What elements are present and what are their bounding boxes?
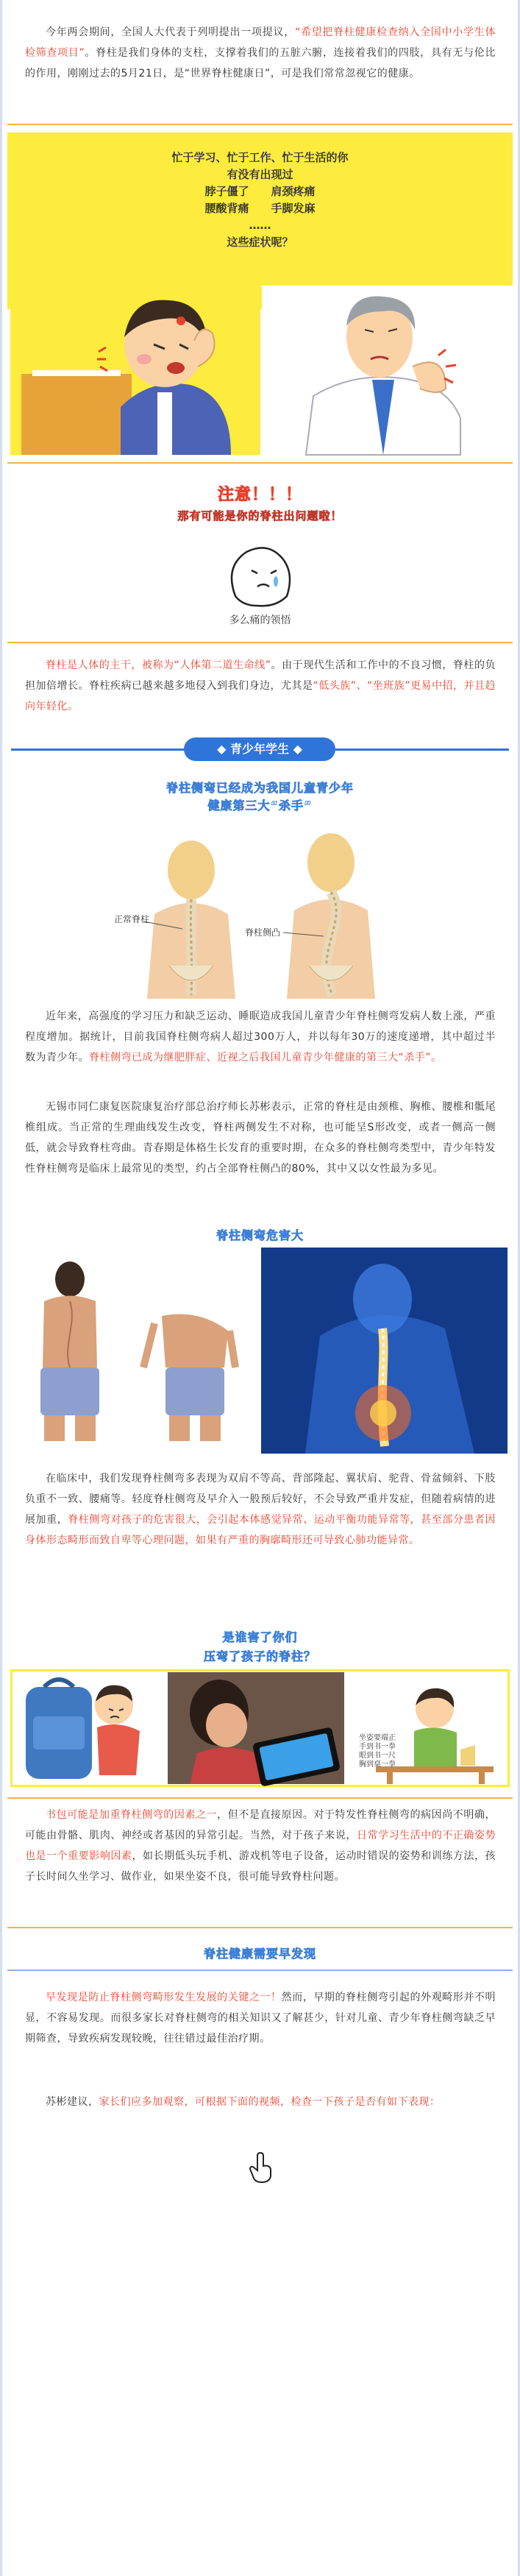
why-banner-line1: 是谁害了你们 — [222, 1630, 298, 1644]
scoliosis-back-photo — [15, 1257, 254, 1441]
attention-subtitle: 那有可能是你的脊柱出问题啦！ — [177, 509, 343, 523]
normal-spine-label: 正常脊柱 — [114, 914, 150, 924]
harm-banner: 脊柱侧弯危害大 — [216, 1228, 304, 1242]
spine-paragraph: 脊柱是人体的主干，被称为“人体第二道生命线”。由于现代生活和工作中的不良习惯，脊柱的负担加倍增长。脊柱疾病已越来越多地侵入到我们身边，尤其是“低头族”、“坐班族”更易中招，并且趋向年轻化。 — [25, 659, 496, 712]
posture-tips: 坐姿要端正 手到书一拳 眼到书一尺 胸到桌一拳 — [359, 1734, 396, 1769]
heavy-backpack-illustration — [15, 1672, 165, 1784]
spine-diagram — [103, 818, 419, 999]
expert-paragraph: 无锡市同仁康复医院康复治疗部总治疗师长苏彬表示，正常的脊柱是由颈椎、胸椎、腰椎和骶尾椎组成。当正常的生理曲线发生改变，脊柱两侧发生不对称，也可能呈S形改变，或者一侧高一侧低，就会导致脊柱弯曲。青春期是体格生长发育的重要时期，在众多的脊柱侧弯类型中，青少年特发性脊柱侧弯是临床上最常见的类型，约占全部脊柱侧凸的80%，其中又以女性最为多见。 — [25, 1101, 496, 1175]
section-divider — [7, 642, 513, 643]
section-pill: ◆ 青少年学生 ◆ — [184, 737, 335, 761]
detect-banner: 脊柱健康需要早发现 — [203, 1947, 316, 1961]
attention-title: 注意！！！ — [217, 486, 302, 504]
left-frame-border — [0, 0, 2, 2576]
section-header — [0, 737, 520, 762]
why-banner-line2: 压弯了孩子的脊柱？ — [203, 1649, 316, 1663]
killer-banner-line2: 健康第三大“杀手” — [207, 799, 313, 813]
man-shoulder-pain-illustration — [262, 286, 513, 455]
hand-pointer-icon — [249, 2153, 272, 2182]
person-neck-pain-illustration — [10, 286, 260, 455]
kid-tablet-photo — [168, 1672, 344, 1784]
scoliosis-label: 脊柱侧凸 — [245, 927, 281, 938]
ghost-caption: 多么痛的领悟 — [229, 615, 291, 626]
killer-banner-line1: 脊柱侧弯已经成为我国儿童青少年 — [165, 781, 354, 795]
section-divider — [7, 124, 513, 125]
spine-xray-glow-image — [261, 1248, 507, 1454]
cause-paragraph: 书包可能是加重脊柱侧弯的因素之一，但不是直接原因。对于特发性脊柱侧弯的病因尚不明确，可能由骨骼、肌肉、神经或者基因的异常引起。当然，对于孩子来说，日常学习生活中的不正确姿势也是一个重要影响因素，如长期低头玩手机、游戏机等电子设备，运动时错误的姿势和训练方法，孩子长时间久坐学习、做作业，如果坐姿不良，很可能导致脊柱问题。 — [25, 1809, 496, 1883]
section-divider — [7, 1970, 513, 1971]
harm-paragraph: 在临床中，我们发现脊柱侧弯多表现为双肩不等高、背部隆起、翼状肩、驼背、骨盆倾斜、下肢负重不一致、腰痛等。轻度脊柱侧弯及早介入一般预后较好，不会导致严重并发症，但随着病情的进展加重，脊柱侧弯对孩子的危害很大，会引起本体感觉异常、运动平衡功能异常等，甚至部分患者因身体形态畸形而致自卑等心理问题，如果有严重的胸廓畸形还可导致心肺功能异常。 — [25, 1473, 496, 1546]
section-divider — [7, 462, 513, 464]
symptom-text: 忙于学习、忙于工作、忙于生活的你 有没有出现过 脖子僵了 肩颈疼痛 腰酸背痛 手脚发麻 …… 这些症状呢？ — [171, 151, 349, 249]
section-rule-left — [11, 749, 184, 751]
intro-paragraph: 今年两会期间，全国人大代表于列明提出一项提议，“希望把脊柱健康检查纳入全国中小学生体检筛查项目”。脊柱是我们身体的支柱，支撑着我们的五脏六腑，连接着我们的四肢，具有无与伦比的作用，刚刚过去的5月21日，是“世界脊柱健康日”，可是我们常常忽视它的健康。 — [25, 26, 496, 79]
advice-paragraph: 苏彬建议，家长们应多加观察，可根据下面的视频，检查一下孩子是否有如下表现： — [46, 2096, 441, 2108]
section-rule-right — [335, 749, 509, 751]
prevalence-paragraph: 近年来，高强度的学习压力和缺乏运动、睡眠造成我国儿童青少年脊柱侧弯发病人数上涨，严重程度增加。据统计，目前我国脊柱侧弯病人超过300万人，并以每年30万的速度递增，其中超过半数为青少年。脊柱侧弯已成为继肥胖症、近视之后我国儿童青少年健康的第三大“杀手”。 — [25, 1011, 496, 1064]
section-divider — [7, 1797, 513, 1799]
sad-ghost-emoji-icon — [206, 541, 316, 615]
early-detection-paragraph: 早发现是防止脊柱侧弯畸形发生发展的关键之一！然而，早期的脊柱侧弯引起的外观畸形并不明显，不容易发现。而很多家长对脊柱侧弯的相关知识又了解甚少，针对儿童、青少年脊柱侧弯缺乏早期筛查，导致疾病发现较晚，往往错过最佳治疗期。 — [25, 1992, 496, 2045]
section-divider — [7, 1927, 513, 1928]
